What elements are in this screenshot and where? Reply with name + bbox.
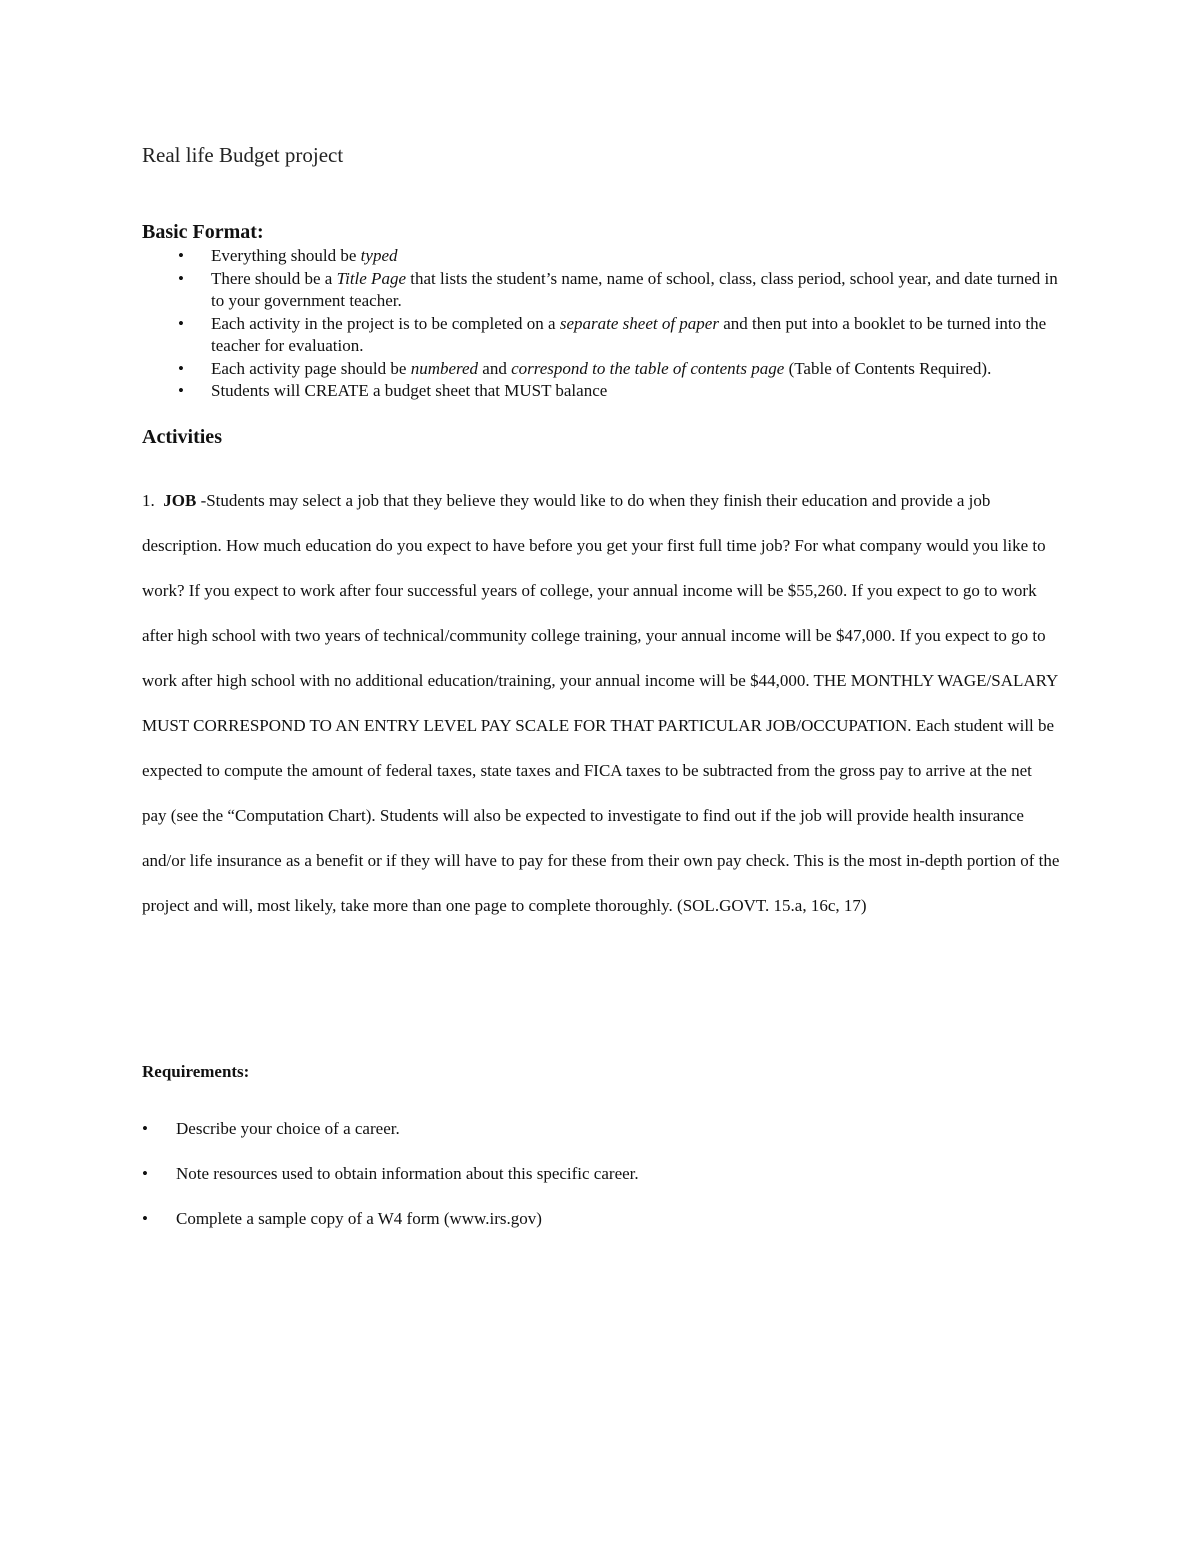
basic-format-list — [142, 245, 1072, 403]
basic-format-item — [142, 313, 1072, 358]
activity-job-paragraph — [142, 478, 1060, 928]
item-text: There should be a — [211, 268, 337, 288]
requirements-heading: Requirements: — [142, 1062, 250, 1081]
basic-format-item — [142, 380, 1072, 403]
bullet-icon: • — [178, 381, 184, 400]
emphasis-text: separate sheet of paper — [559, 313, 719, 333]
item-text: Students will CREATE a budget sheet that MUST balance — [211, 381, 608, 400]
item-text: (Table of Contents Required). — [784, 358, 992, 378]
basic-format-item — [142, 268, 1072, 313]
requirements-list — [142, 1106, 1042, 1241]
emphasis-text: correspond to the table of contents page — [511, 358, 785, 378]
requirement-text: Complete a sample copy of a W4 form (www.irs.gov) — [176, 1209, 542, 1228]
activities-heading: Activities — [142, 426, 222, 448]
basic-format-heading: Basic Format: — [142, 221, 264, 243]
bullet-icon: • — [142, 1164, 148, 1183]
requirement-item — [142, 1196, 1042, 1241]
bullet-icon: • — [178, 246, 184, 265]
requirement-item — [142, 1106, 1042, 1151]
bullet-icon: • — [178, 268, 184, 288]
emphasis-text: Title Page — [336, 268, 406, 288]
item-text: and — [478, 358, 512, 378]
job-description: -Students may select a job that they believe they would like to do when they finish their education and provide a job description. How much education do you expect to have before you get your first full time job? For what company would you like to work? If you expect to work after four successful years of college, your annual income will be $55,260. If you expect to go to work after high school with two years of technical/community college training, your annual income will be $47,000. If you expect to go to work after high school with no additional education/training, your annual income will be $44,000. THE MONTHLY WAGE/SALARY MUST CORRESPOND TO AN ENTRY LEVEL PAY SCALE FOR THAT PARTICULAR JOB/OCCUPATION. Each student will be expected to compute the amount of federal taxes, state taxes and FICA taxes to be subtracted from the gross pay to arrive at the net pay (see the “Computation Chart). Students will also be expected to investigate to find out if the job will provide health insurance and/or life insurance as a benefit or if they will have to pay for these from their own pay check. This is the most in-depth portion of the project and will, most likely, take more than one page to complete thoroughly. (SOL.GOVT. 15.a, 16c, 17) — [142, 491, 1060, 915]
item-text: and then put into a booklet to be turned into the teacher for evaluation. — [211, 313, 1047, 355]
requirement-text: Describe your choice of a career. — [176, 1119, 400, 1138]
bullet-icon: • — [178, 358, 184, 378]
requirement-text: Note resources used to obtain information about this specific career. — [176, 1164, 639, 1183]
bullet-icon: • — [142, 1209, 148, 1228]
bullet-icon: • — [178, 313, 184, 333]
document-title: Real life Budget project — [142, 143, 344, 167]
basic-format-item — [142, 245, 1072, 268]
requirement-item — [142, 1151, 1042, 1196]
bullet-icon: • — [142, 1119, 148, 1138]
item-text: Everything should be — [211, 246, 361, 265]
emphasis-text: numbered — [410, 358, 479, 378]
basic-format-item — [142, 358, 1072, 381]
item-text: that lists the student’s name, name of school, class, class period, school year, and date turned in to your government teacher. — [211, 268, 1058, 310]
emphasis-text: typed — [360, 246, 398, 265]
activity-number: 1. — [142, 491, 155, 510]
job-label: JOB — [163, 491, 197, 510]
item-text: Each activity in the project is to be completed on a — [211, 313, 560, 333]
item-text: Each activity page should be — [211, 358, 411, 378]
